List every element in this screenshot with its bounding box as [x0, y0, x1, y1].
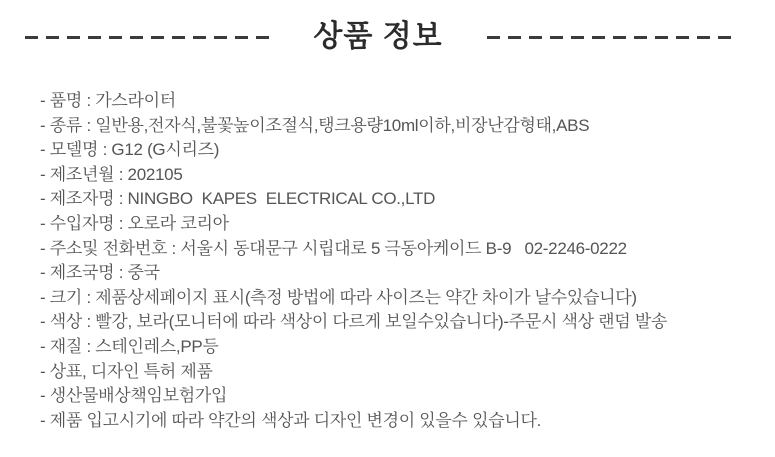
product-info-line-name: - 품명 : 가스라이터	[40, 91, 176, 110]
product-info-line-importer: - 수입자명 : 오로라 코리아	[40, 213, 229, 233]
product-info-line-trademark: - 상표, 디자인 특허 제품	[40, 361, 213, 381]
product-info-list	[0, 89, 775, 433]
dashed-divider-left	[25, 36, 269, 39]
product-info-line-size: - 크기 : 제품상세페이지 표시(측정 방법에 따라 사이즈는 약간 차이가 날수있습니다)	[40, 287, 637, 307]
product-info-line-address-phone: - 주소및 전화번호 : 서울시 동대문구 시립대로 5 극동아케이드 B-9 02-2246-0222	[40, 238, 627, 258]
product-info-line-type: - 종류 : 일반용,전자식,불꽃높이조절식,탱크용량10ml이하,비장난감형태,ABS	[40, 115, 590, 135]
dashed-divider-right	[487, 36, 731, 39]
product-info-line-mfg-date: - 제조년월 : 202105	[40, 164, 183, 184]
product-info-line-insurance: - 생산물배상책임보험가입	[40, 386, 228, 406]
product-info-line-model: - 모델명 : G12 (G시리즈)	[40, 140, 220, 160]
product-info-line-manufacturer: - 제조자명 : NINGBO KAPES ELECTRICAL CO.,LTD	[40, 189, 436, 209]
product-info-line-country: - 제조국명 : 중국	[40, 263, 160, 283]
product-info-line-notice: - 제품 입고시기에 따라 약간의 색상과 디자인 변경이 있을수 있습니다.	[40, 410, 542, 430]
page-title: 상품 정보	[313, 20, 443, 53]
product-info-line-material: - 재질 : 스테인레스,PP등	[40, 336, 219, 356]
product-info-line-color: - 색상 : 빨강, 보라(모니터에 따라 색상이 다르게 보일수있습니다)-주문시 색상 랜덤 발송	[40, 312, 668, 332]
page-header	[0, 0, 775, 56]
